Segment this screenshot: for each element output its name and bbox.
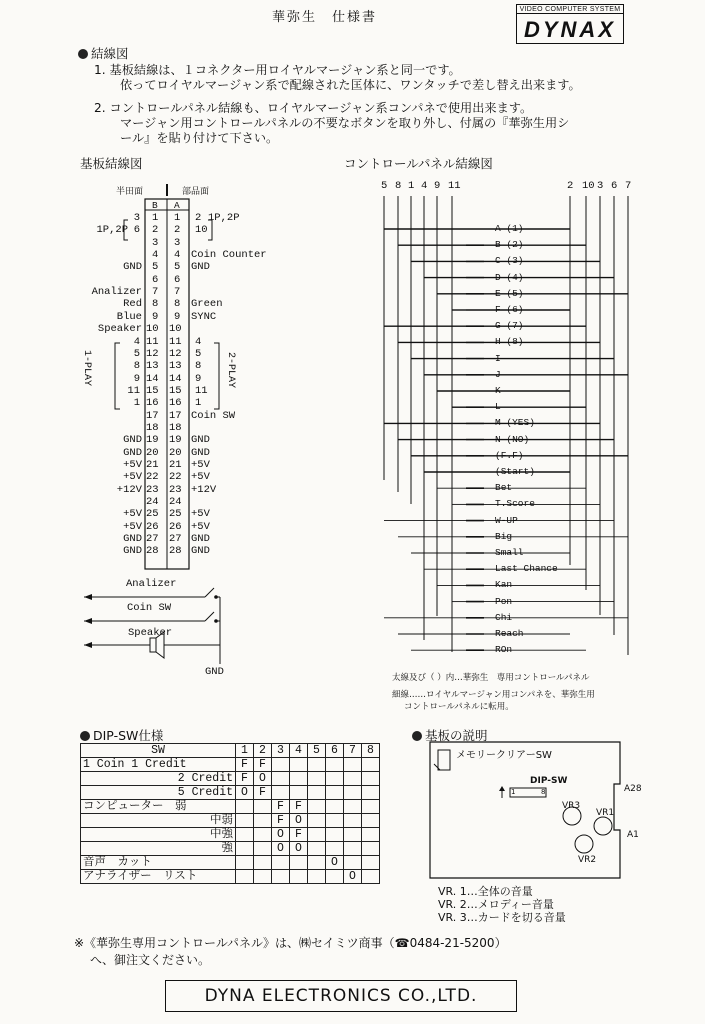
- dip-cell: [344, 758, 362, 772]
- dip-row-label: アナライザー リスト: [81, 870, 236, 884]
- dip-cell: [308, 870, 326, 884]
- a28-label: A28: [624, 784, 642, 794]
- dip-cell: [308, 800, 326, 814]
- dip-cell: [272, 758, 290, 772]
- pin-a-27: 27: [169, 533, 182, 546]
- pin-b-2: 2: [152, 224, 159, 237]
- pin-b-16: 16: [146, 397, 159, 410]
- solder-side-label: 半田面: [116, 187, 144, 197]
- dip-cell: F: [236, 772, 254, 786]
- dip-heading: DIP-SW仕様: [80, 726, 163, 744]
- pin-a-10: 10: [169, 323, 182, 336]
- vr3-label: VR3: [562, 801, 581, 811]
- pin-a-16: 16: [169, 397, 182, 410]
- left-num-13: 8: [133, 360, 140, 373]
- dip-col-7: 7: [344, 744, 362, 758]
- cp-button-1: B (2): [495, 239, 524, 251]
- dip-cell: [308, 828, 326, 842]
- control-panel-title: コントロールパネル結線図: [344, 156, 493, 171]
- footnote-line-1: ※《華弥生専用コントロールパネル》は、㈱セイミツ商事（☎0484-21-5200）: [74, 936, 507, 950]
- pin-a-7: 7: [174, 286, 181, 299]
- cp-button-16: Bet: [495, 482, 513, 494]
- pin-b-13: 13: [146, 360, 159, 373]
- dip-cell: [326, 814, 344, 828]
- dip-cell: [362, 828, 380, 842]
- dip-cell: O: [272, 828, 290, 842]
- dip-cell: [326, 800, 344, 814]
- left-label-21: +5V: [123, 459, 142, 471]
- right-label-19: GND: [191, 434, 210, 447]
- cp-button-25: Reach: [495, 628, 524, 639]
- dip-cell: O: [290, 814, 308, 828]
- pin-b-6: 6: [152, 273, 159, 286]
- dip-cell: [254, 856, 272, 870]
- dip-col-sw: SW: [81, 744, 236, 758]
- parts-side-label: 部品面: [182, 187, 210, 197]
- cp-caption-3: コントロールパネルに転用。: [404, 702, 514, 712]
- left-label-22: +5V: [123, 471, 142, 484]
- dip-cell: [236, 828, 254, 842]
- right-num-16: 1: [195, 397, 202, 410]
- pin-b-10: 10: [146, 323, 159, 336]
- cp-button-26: ROn: [495, 644, 513, 656]
- company-name: DYNA ELECTRONICS CO.,LTD.: [165, 980, 517, 1012]
- logo-tagline: VIDEO COMPUTER SYSTEM: [517, 6, 623, 14]
- pin-b-4: 4: [152, 249, 159, 262]
- cp-top-pin-11: 11: [448, 180, 461, 192]
- dip-cell: [362, 800, 380, 814]
- pin-a-15: 15: [169, 384, 182, 397]
- right-label-4: Coin Counter: [191, 249, 267, 262]
- pin-b-18: 18: [146, 421, 159, 434]
- pin-b-22: 22: [146, 471, 159, 484]
- right-label-20: GND: [191, 446, 210, 459]
- logo-brand: DYNAX: [523, 17, 616, 42]
- dip-row-label: 強: [81, 842, 236, 856]
- dip-switch-table: [80, 743, 380, 884]
- dip-cell: [362, 870, 380, 884]
- cp-button-22: Kan: [495, 579, 513, 591]
- dip-cell: [344, 786, 362, 800]
- pin-b-9: 9: [152, 310, 159, 323]
- cp-button-12: M (YES): [495, 417, 535, 429]
- table-row: [81, 786, 380, 800]
- play2-label: 2-PLAY: [225, 352, 236, 389]
- cp-button-8: I: [495, 352, 501, 364]
- dip-sw-board-label: DIP-SW: [530, 776, 568, 786]
- dip-cell: [290, 856, 308, 870]
- dip-cell: [308, 842, 326, 856]
- dip-cell: [326, 772, 344, 786]
- footnote-line-2: へ、御注文ください。: [90, 953, 211, 967]
- dip-cell: [344, 856, 362, 870]
- table-row: [81, 828, 380, 842]
- table-row: [81, 856, 380, 870]
- pin-b-23: 23: [146, 483, 159, 496]
- pin-b-15: 15: [146, 384, 159, 397]
- dip-col-4: 4: [290, 744, 308, 758]
- table-row: [81, 772, 380, 786]
- left-label-19: GND: [123, 434, 142, 447]
- dip-cell: F: [272, 800, 290, 814]
- cp-button-23: Pon: [495, 595, 513, 607]
- cp-button-20: Small: [495, 547, 524, 558]
- cp-button-0: A (1): [495, 223, 524, 234]
- right-label-23: +12V: [191, 483, 217, 496]
- pin-a-13: 13: [169, 360, 182, 373]
- dip-cell: [362, 842, 380, 856]
- dip-cell: [308, 814, 326, 828]
- dip-cell: [236, 870, 254, 884]
- pin-b-8: 8: [152, 298, 159, 311]
- dip-cell: [326, 786, 344, 800]
- cp-top-pin-1: 1: [408, 180, 415, 192]
- pin-a-5: 5: [174, 261, 181, 274]
- right-label-25: +5V: [191, 508, 210, 521]
- dip-cell: [362, 786, 380, 800]
- column-b-label: B: [152, 200, 158, 211]
- pin-b-26: 26: [146, 520, 159, 533]
- cp-button-9: J: [495, 368, 501, 380]
- switch-speaker-label: Speaker: [128, 627, 173, 639]
- dip-cell: [362, 814, 380, 828]
- right-label-17: Coin SW: [191, 409, 236, 422]
- pin-a-18: 18: [169, 421, 182, 434]
- right-label-1: 1P,2P: [208, 212, 240, 224]
- dip-cell: F: [254, 786, 272, 800]
- dip-cell: [254, 828, 272, 842]
- cp-button-21: Last Chance: [495, 563, 558, 575]
- pin-b-11: 11: [146, 335, 159, 348]
- dip-cell: F: [290, 800, 308, 814]
- dip-pos-1: 1: [511, 788, 516, 796]
- right-label-27: GND: [191, 533, 210, 546]
- left-label-23: +12V: [116, 483, 142, 496]
- right-num-2: 10: [195, 224, 208, 237]
- dip-cell: [236, 800, 254, 814]
- wiring-heading: 結線図: [78, 44, 129, 62]
- dip-row-label: 中強: [81, 828, 236, 842]
- play1-bracket: [115, 343, 120, 409]
- dip-cell: [254, 842, 272, 856]
- wiring-note-1: 1. 基板結線は、１コネクター用ロイヤルマージャン系と同一です。: [94, 63, 461, 77]
- dip-cell: [326, 870, 344, 884]
- dip-cell: [344, 828, 362, 842]
- dip-cell: O: [290, 842, 308, 856]
- switch-analizer-label: Analizer: [126, 578, 177, 590]
- dip-cell: [290, 786, 308, 800]
- pin-a-25: 25: [169, 508, 182, 521]
- cp-top-pin-4: 4: [421, 180, 428, 192]
- dip-cell: [344, 814, 362, 828]
- table-row: [81, 842, 380, 856]
- left-label-20: GND: [123, 446, 142, 459]
- table-row: [81, 758, 380, 772]
- cp-button-3: D (4): [495, 271, 524, 283]
- dip-cell: [308, 786, 326, 800]
- pin-b-7: 7: [152, 286, 159, 299]
- dip-cell: [236, 814, 254, 828]
- pin-a-22: 22: [169, 471, 182, 484]
- left-num-14: 9: [133, 372, 140, 385]
- dip-row-label: 音声 カット: [81, 856, 236, 870]
- dip-cell: [308, 758, 326, 772]
- cp-top-pin-8: 8: [395, 180, 402, 192]
- dip-cell: [344, 842, 362, 856]
- dip-cell: [326, 758, 344, 772]
- left-num-2: 6: [133, 224, 140, 237]
- dip-cell: [308, 772, 326, 786]
- cp-button-6: G (7): [495, 320, 524, 332]
- bullet-mark-icon: [80, 731, 90, 741]
- pin-a-23: 23: [169, 483, 182, 496]
- dip-cell: [344, 772, 362, 786]
- vr-note-2: VR. 2…メロディー音量: [438, 898, 554, 911]
- cp-button-19: Big: [495, 530, 513, 542]
- cp-top-pin-9: 9: [434, 180, 441, 192]
- pin-a-6: 6: [174, 273, 181, 286]
- right-num-14: 9: [195, 372, 202, 385]
- cp-button-18: W-UP: [495, 514, 518, 526]
- cp-top-pin-6: 6: [611, 180, 618, 192]
- dip-cell: [362, 856, 380, 870]
- left-label-28: GND: [123, 545, 142, 558]
- cp-button-2: C (3): [495, 255, 524, 267]
- pin-b-20: 20: [146, 446, 159, 459]
- cp-top-pin-5: 5: [381, 180, 388, 192]
- pin-a-28: 28: [169, 545, 182, 558]
- cp-top-pin-10: 10: [582, 180, 595, 192]
- dip-row-label: 中弱: [81, 814, 236, 828]
- right-label-26: +5V: [191, 520, 210, 533]
- dip-cell: [344, 800, 362, 814]
- pin-a-1: 1: [174, 212, 181, 224]
- pin-a-3: 3: [174, 236, 181, 249]
- pin-a-2: 2: [174, 224, 181, 237]
- dip-cell: [236, 856, 254, 870]
- pin-a-24: 24: [169, 496, 182, 509]
- left-num-1: 3: [133, 212, 140, 224]
- dip-cell: [236, 842, 254, 856]
- pin-b-21: 21: [146, 459, 159, 471]
- dip-cell: F: [236, 758, 254, 772]
- dip-cell: O: [326, 856, 344, 870]
- dip-cell: [290, 870, 308, 884]
- pin-b-5: 5: [152, 261, 159, 274]
- column-a-label: A: [174, 200, 180, 211]
- document-title: 華弥生 仕様書: [272, 10, 378, 25]
- right-label-21: +5V: [191, 459, 210, 471]
- dip-cell: O: [254, 772, 272, 786]
- dip-col-5: 5: [308, 744, 326, 758]
- left-label-2: 1P,2P: [96, 224, 128, 237]
- vr-note-3: VR. 3…カードを切る音量: [438, 911, 566, 924]
- dip-cell: [308, 856, 326, 870]
- play2-bracket: [214, 343, 219, 409]
- left-label-8: Red: [123, 298, 142, 311]
- board-wiring-title: 基板結線図: [80, 156, 143, 171]
- wiring-note-2c: ール』を貼り付けて下さい。: [120, 131, 279, 145]
- pin-b-28: 28: [146, 545, 159, 558]
- wiring-note-2: 2. コントロールパネル結線も、ロイヤルマージャン系コンパネで使用出来ます。: [94, 101, 533, 115]
- pin-a-20: 20: [169, 446, 182, 459]
- dip-cell: [290, 772, 308, 786]
- dip-pos-8: 8: [541, 788, 546, 796]
- cp-button-17: T.Score: [495, 498, 535, 510]
- cp-button-14: (F.F): [495, 449, 524, 461]
- left-label-9: Blue: [116, 310, 142, 323]
- cp-top-pin-7: 7: [625, 180, 632, 192]
- right-num-11: 4: [195, 335, 202, 348]
- cp-button-11: L: [495, 401, 501, 413]
- right-num-1: 2: [195, 212, 202, 224]
- dip-cell: [290, 758, 308, 772]
- dip-row-label: コンピューター 弱: [81, 800, 236, 814]
- dip-col-8: 8: [362, 744, 380, 758]
- board-desc-heading: 基板の説明: [412, 726, 488, 744]
- pin-a-11: 11: [169, 335, 182, 348]
- vr-note-1: VR. 1…全体の音量: [438, 885, 533, 898]
- vr2-label: VR2: [578, 855, 597, 865]
- pin-a-12: 12: [169, 347, 182, 360]
- pin-b-12: 12: [146, 347, 159, 360]
- cp-button-13: N (NO): [495, 433, 530, 445]
- right-num-12: 5: [195, 347, 202, 360]
- dip-cell: [254, 814, 272, 828]
- pin-b-27: 27: [146, 533, 159, 546]
- cp-caption-2: 細線……ロイヤルマージャン用コンパネを、華弥生用: [392, 690, 595, 700]
- dip-cell: O: [236, 786, 254, 800]
- memory-clear-label: メモリークリアーSW: [456, 750, 552, 761]
- right-label-8: Green: [191, 298, 223, 311]
- pin-a-8: 8: [174, 298, 181, 311]
- pin-b-14: 14: [146, 372, 159, 385]
- right-label-5: GND: [191, 261, 210, 274]
- dip-cell: [272, 786, 290, 800]
- left-label-5: GND: [123, 261, 142, 274]
- dip-cell: O: [272, 842, 290, 856]
- dip-cell: O: [344, 870, 362, 884]
- pin-a-19: 19: [169, 434, 182, 447]
- pin-b-1: 1: [152, 212, 159, 224]
- dip-row-label: 2 Credit: [81, 772, 236, 786]
- dip-cell: [362, 758, 380, 772]
- dip-cell: F: [290, 828, 308, 842]
- dip-cell: [326, 842, 344, 856]
- cp-top-pin-2: 2: [567, 180, 574, 192]
- right-num-13: 8: [195, 360, 202, 373]
- dip-cell: [272, 870, 290, 884]
- dip-col-6: 6: [326, 744, 344, 758]
- left-num-15: 11: [127, 384, 140, 397]
- right-num-15: 11: [195, 384, 208, 397]
- pin-b-24: 24: [146, 496, 159, 509]
- dip-cell: [254, 800, 272, 814]
- cp-button-24: Chi: [495, 611, 513, 623]
- pin-b-17: 17: [146, 409, 159, 422]
- right-label-9: SYNC: [191, 310, 217, 323]
- pin-a-17: 17: [169, 409, 182, 422]
- a1-label: A1: [627, 830, 639, 840]
- dip-col-2: 2: [254, 744, 272, 758]
- left-label-25: +5V: [123, 508, 142, 521]
- cp-button-10: K: [495, 385, 501, 396]
- cp-top-pin-3: 3: [597, 180, 604, 192]
- right-label-28: GND: [191, 545, 210, 558]
- pin-a-14: 14: [169, 372, 182, 385]
- dip-cell: [272, 856, 290, 870]
- dip-cell: [272, 772, 290, 786]
- table-row: [81, 814, 380, 828]
- switch-coinsw-label: Coin SW: [127, 602, 172, 614]
- play1-label: 1-PLAY: [81, 350, 92, 387]
- left-num-12: 5: [133, 347, 140, 360]
- dip-row-label: 5 Credit: [81, 786, 236, 800]
- pin-b-25: 25: [146, 508, 159, 521]
- pin-a-21: 21: [169, 459, 182, 471]
- cp-button-15: (Start): [495, 466, 535, 477]
- pin-b-19: 19: [146, 434, 159, 447]
- gnd-label: GND: [205, 666, 224, 678]
- dip-col-1: 1: [236, 744, 254, 758]
- dip-col-3: 3: [272, 744, 290, 758]
- vr1-label: VR1: [596, 808, 615, 818]
- left-label-27: GND: [123, 533, 142, 546]
- left-num-11: 4: [133, 335, 140, 348]
- left-num-16: 1: [133, 397, 140, 410]
- pin-a-26: 26: [169, 520, 182, 533]
- pin-a-9: 9: [174, 310, 181, 323]
- wiring-note-2b: マージャン用コントロールパネルの不要なボタンを取り外し、付属の『華弥生用シ: [120, 116, 570, 130]
- wiring-note-1b: 依ってロイヤルマージャン系で配線された匡体に、ワンタッチで差し替え出来ます。: [120, 78, 581, 92]
- pin-a-4: 4: [174, 249, 181, 262]
- cp-button-4: E (5): [495, 287, 524, 299]
- dip-cell: F: [254, 758, 272, 772]
- cp-caption-1: 太線及び（ ）内…華弥生 専用コントロールパネル: [392, 673, 590, 683]
- right-label-22: +5V: [191, 471, 210, 484]
- dip-cell: [254, 870, 272, 884]
- pin-b-3: 3: [152, 236, 159, 249]
- cp-button-5: F (6): [495, 304, 524, 315]
- dip-cell: [362, 772, 380, 786]
- table-row: [81, 800, 380, 814]
- left-label-10: Speaker: [97, 323, 142, 336]
- left-label-7: Analizer: [91, 286, 142, 299]
- cp-button-7: H (8): [495, 336, 524, 348]
- dip-row-label: 1 Coin 1 Credit: [81, 758, 236, 772]
- left-label-26: +5V: [123, 520, 142, 533]
- table-row: [81, 870, 380, 884]
- dip-cell: [326, 828, 344, 842]
- dip-cell: F: [272, 814, 290, 828]
